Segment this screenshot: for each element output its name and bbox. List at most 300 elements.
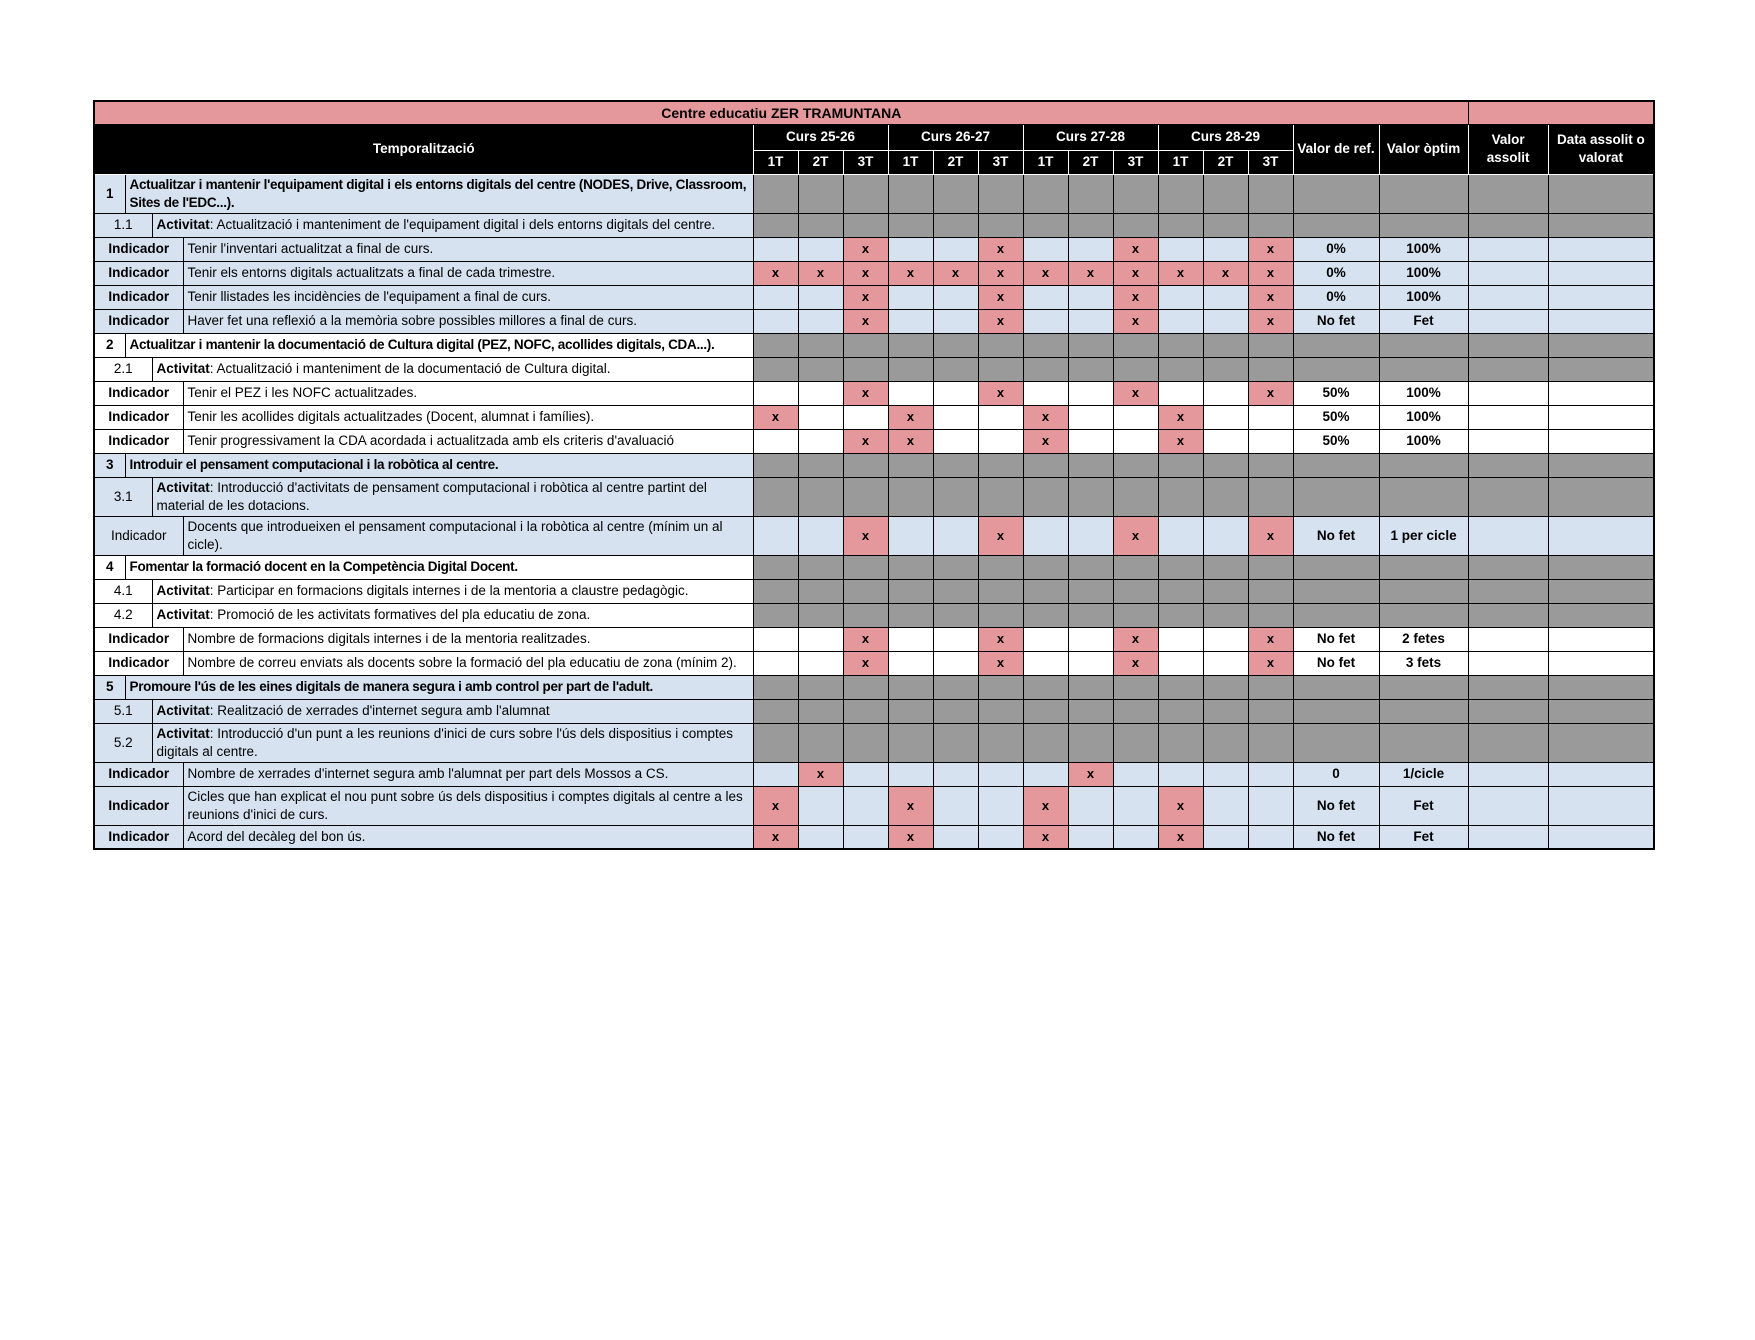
mark-cell: x	[1113, 237, 1158, 261]
trimester-header: 3T	[978, 150, 1023, 174]
mark-cell: x	[978, 285, 1023, 309]
trimester-cell	[753, 309, 798, 333]
section-title: Fomentar la formació docent en la Competència Digital Docent.	[125, 555, 753, 579]
valor-ref-cell: No fet	[1293, 786, 1379, 825]
gray-cell	[888, 333, 933, 357]
trimester-header: 3T	[1113, 150, 1158, 174]
trimester-cell	[1158, 285, 1203, 309]
trimester-cell	[1068, 285, 1113, 309]
trimester-cell	[888, 627, 933, 651]
trimester-header: 1T	[888, 150, 933, 174]
trimester-cell	[1158, 309, 1203, 333]
gray-cell	[1023, 723, 1068, 762]
trimester-cell	[888, 309, 933, 333]
gray-cell	[1203, 723, 1248, 762]
valor-optim-cell: Fet	[1379, 309, 1468, 333]
valor-assolit-cell	[1468, 381, 1548, 405]
mark-cell: x	[753, 261, 798, 285]
header-row-courses	[94, 124, 1654, 150]
gray-cell	[1023, 213, 1068, 237]
mark-cell: x	[753, 786, 798, 825]
gray-cell	[1068, 555, 1113, 579]
trimester-header: 1T	[753, 150, 798, 174]
indicator-label: Indicador	[94, 651, 183, 675]
valor-ref-cell: 50%	[1293, 429, 1379, 453]
trimester-cell	[1158, 627, 1203, 651]
mark-cell: x	[888, 825, 933, 849]
trimester-cell	[798, 309, 843, 333]
mark-cell: x	[843, 651, 888, 675]
gray-cell	[978, 453, 1023, 477]
indicator-label: Indicador	[94, 429, 183, 453]
gray-cell	[753, 723, 798, 762]
section-row	[94, 453, 1654, 477]
trimester-cell	[1113, 762, 1158, 786]
gray-cell	[1468, 723, 1548, 762]
mark-cell: x	[1023, 429, 1068, 453]
gray-cell	[888, 723, 933, 762]
gray-cell	[843, 555, 888, 579]
indicator-text: Tenir el PEZ i les NOFC actualitzades.	[183, 381, 753, 405]
trimester-cell	[1068, 786, 1113, 825]
gray-cell	[1379, 555, 1468, 579]
gray-cell	[798, 675, 843, 699]
data-assolit-cell	[1548, 627, 1654, 651]
trimester-header: 2T	[1203, 150, 1248, 174]
value-column-header: Data assolit o valorat	[1548, 124, 1654, 174]
trimester-cell	[798, 786, 843, 825]
mark-cell: x	[753, 405, 798, 429]
trimester-cell	[1158, 762, 1203, 786]
gray-cell	[1158, 477, 1203, 516]
gray-cell	[1158, 357, 1203, 381]
gray-cell	[1023, 675, 1068, 699]
gray-cell	[1379, 174, 1468, 213]
activity-number: 5.2	[94, 723, 152, 762]
gray-cell	[753, 675, 798, 699]
gray-cell	[753, 699, 798, 723]
mark-cell: x	[933, 261, 978, 285]
gray-cell	[1113, 453, 1158, 477]
gray-cell	[1023, 603, 1068, 627]
valor-ref-cell: 50%	[1293, 405, 1379, 429]
trimester-cell	[1203, 627, 1248, 651]
indicator-text: Haver fet una reflexió a la memòria sobre possibles millores a final de curs.	[183, 309, 753, 333]
mark-cell: x	[843, 381, 888, 405]
mark-cell: x	[1113, 381, 1158, 405]
gray-cell	[843, 453, 888, 477]
mark-cell: x	[1158, 261, 1203, 285]
mark-cell: x	[1113, 516, 1158, 555]
trimester-cell	[1158, 237, 1203, 261]
value-column-header: Valor òptim	[1379, 124, 1468, 174]
gray-cell	[888, 213, 933, 237]
gray-cell	[1293, 357, 1379, 381]
indicator-label: Indicador	[94, 309, 183, 333]
course-header: Curs 27-28	[1023, 124, 1158, 150]
gray-cell	[1293, 174, 1379, 213]
mark-cell: x	[1023, 786, 1068, 825]
trimester-cell	[1023, 285, 1068, 309]
mark-cell: x	[843, 237, 888, 261]
gray-cell	[1248, 333, 1293, 357]
gray-cell	[798, 213, 843, 237]
trimester-cell	[753, 627, 798, 651]
gray-cell	[978, 555, 1023, 579]
trimester-cell	[1203, 309, 1248, 333]
indicator-text: Acord del decàleg del bon ús.	[183, 825, 753, 849]
gray-cell	[1203, 357, 1248, 381]
gray-cell	[1468, 477, 1548, 516]
gray-cell	[1113, 723, 1158, 762]
gray-cell	[888, 477, 933, 516]
indicator-text: Tenir l'inventari actualitzat a final de curs.	[183, 237, 753, 261]
title-filler	[1468, 101, 1654, 124]
trimester-cell	[933, 627, 978, 651]
trimester-header: 1T	[1158, 150, 1203, 174]
trimester-cell	[933, 285, 978, 309]
gray-cell	[1293, 453, 1379, 477]
gray-cell	[753, 603, 798, 627]
trimester-cell	[1023, 762, 1068, 786]
valor-assolit-cell	[1468, 516, 1548, 555]
valor-ref-cell: 50%	[1293, 381, 1379, 405]
section-number: 2	[94, 333, 125, 357]
trimester-cell	[933, 381, 978, 405]
trimester-cell	[843, 786, 888, 825]
valor-optim-cell: 100%	[1379, 237, 1468, 261]
gray-cell	[1203, 213, 1248, 237]
gray-cell	[798, 477, 843, 516]
trimester-cell	[1068, 651, 1113, 675]
gray-cell	[1548, 213, 1654, 237]
gray-cell	[1548, 453, 1654, 477]
gray-cell	[843, 333, 888, 357]
indicator-row	[94, 285, 1654, 309]
trimester-cell	[1068, 405, 1113, 429]
indicator-row	[94, 261, 1654, 285]
activity-number: 1.1	[94, 213, 152, 237]
gray-cell	[798, 174, 843, 213]
valor-assolit-cell	[1468, 237, 1548, 261]
gray-cell	[1468, 579, 1548, 603]
section-number: 5	[94, 675, 125, 699]
trimester-cell	[1203, 516, 1248, 555]
mark-cell: x	[888, 429, 933, 453]
gray-cell	[1203, 174, 1248, 213]
activity-text: Activitat: Introducció d'un punt a les reunions d'inici de curs sobre l'ús dels dispositius i comptes digitals al centre.	[152, 723, 753, 762]
trimester-cell	[1068, 237, 1113, 261]
trimester-cell	[1113, 405, 1158, 429]
gray-cell	[1158, 333, 1203, 357]
trimester-cell	[843, 762, 888, 786]
gray-cell	[1468, 603, 1548, 627]
gray-cell	[798, 699, 843, 723]
gray-cell	[753, 477, 798, 516]
gray-cell	[978, 174, 1023, 213]
gray-cell	[888, 699, 933, 723]
mark-cell: x	[978, 651, 1023, 675]
trimester-cell	[1203, 762, 1248, 786]
data-assolit-cell	[1548, 405, 1654, 429]
gray-cell	[933, 213, 978, 237]
gray-cell	[1379, 579, 1468, 603]
gray-cell	[1068, 699, 1113, 723]
gray-cell	[798, 453, 843, 477]
data-assolit-cell	[1548, 237, 1654, 261]
valor-optim-cell: 2 fetes	[1379, 627, 1468, 651]
gray-cell	[1248, 357, 1293, 381]
trimester-cell	[1068, 309, 1113, 333]
trimester-cell	[933, 651, 978, 675]
mark-cell: x	[978, 237, 1023, 261]
valor-ref-cell: No fet	[1293, 651, 1379, 675]
gray-cell	[1068, 453, 1113, 477]
gray-cell	[798, 579, 843, 603]
gray-cell	[843, 603, 888, 627]
mark-cell: x	[753, 825, 798, 849]
trimester-cell	[753, 762, 798, 786]
gray-cell	[753, 579, 798, 603]
activity-row	[94, 699, 1654, 723]
mark-cell: x	[1158, 786, 1203, 825]
indicator-label: Indicador	[94, 285, 183, 309]
gray-cell	[1068, 477, 1113, 516]
mark-cell: x	[1023, 261, 1068, 285]
trimester-cell	[933, 762, 978, 786]
activity-number: 5.1	[94, 699, 152, 723]
title-row	[94, 101, 1654, 124]
gray-cell	[1068, 174, 1113, 213]
gray-cell	[1468, 675, 1548, 699]
gray-cell	[1068, 723, 1113, 762]
trimester-cell	[1113, 825, 1158, 849]
gray-cell	[1548, 603, 1654, 627]
gray-cell	[1158, 174, 1203, 213]
mark-cell: x	[978, 516, 1023, 555]
mark-cell: x	[1023, 825, 1068, 849]
gray-cell	[1468, 699, 1548, 723]
activity-row	[94, 603, 1654, 627]
trimester-cell	[1158, 651, 1203, 675]
valor-assolit-cell	[1468, 309, 1548, 333]
indicator-text: Tenir llistades les incidències de l'equipament a final de curs.	[183, 285, 753, 309]
mark-cell: x	[1248, 627, 1293, 651]
gray-cell	[1468, 213, 1548, 237]
mark-cell: x	[1248, 285, 1293, 309]
trimester-cell	[753, 237, 798, 261]
gray-cell	[1293, 603, 1379, 627]
mark-cell: x	[1113, 627, 1158, 651]
mark-cell: x	[1248, 651, 1293, 675]
indicator-row	[94, 786, 1654, 825]
trimester-cell	[798, 285, 843, 309]
trimester-cell	[1203, 237, 1248, 261]
data-assolit-cell	[1548, 825, 1654, 849]
trimester-cell	[978, 825, 1023, 849]
section-row	[94, 174, 1654, 213]
gray-cell	[843, 174, 888, 213]
trimester-cell	[1248, 786, 1293, 825]
trimester-cell	[798, 405, 843, 429]
gray-cell	[978, 357, 1023, 381]
gray-cell	[1468, 555, 1548, 579]
gray-cell	[933, 579, 978, 603]
gray-cell	[933, 603, 978, 627]
trimester-cell	[1158, 516, 1203, 555]
course-header: Curs 28-29	[1158, 124, 1293, 150]
gray-cell	[1023, 333, 1068, 357]
mark-cell: x	[1068, 762, 1113, 786]
indicator-text: Tenir progressivament la CDA acordada i actualitzada amb els criteris d'avaluació	[183, 429, 753, 453]
indicator-row	[94, 762, 1654, 786]
trimester-cell	[1203, 786, 1248, 825]
trimester-cell	[1158, 381, 1203, 405]
gray-cell	[933, 174, 978, 213]
trimester-cell	[1248, 825, 1293, 849]
gray-cell	[1158, 579, 1203, 603]
mark-cell: x	[1248, 381, 1293, 405]
trimester-cell	[753, 651, 798, 675]
trimester-cell	[798, 825, 843, 849]
gray-cell	[843, 699, 888, 723]
gray-cell	[1248, 555, 1293, 579]
trimester-cell	[978, 762, 1023, 786]
valor-ref-cell: 0%	[1293, 237, 1379, 261]
gray-cell	[888, 453, 933, 477]
trimester-cell	[1203, 429, 1248, 453]
mark-cell: x	[1248, 516, 1293, 555]
valor-optim-cell: 100%	[1379, 381, 1468, 405]
indicator-label: Indicador	[94, 516, 183, 555]
data-assolit-cell	[1548, 651, 1654, 675]
trimester-cell	[978, 405, 1023, 429]
section-title: Introduir el pensament computacional i la robòtica al centre.	[125, 453, 753, 477]
trimester-cell	[933, 237, 978, 261]
indicator-text: Tenir els entorns digitals actualitzats a final de cada trimestre.	[183, 261, 753, 285]
gray-cell	[1548, 723, 1654, 762]
trimester-cell	[933, 786, 978, 825]
trimester-cell	[753, 381, 798, 405]
trimester-cell	[933, 309, 978, 333]
gray-cell	[1113, 477, 1158, 516]
mark-cell: x	[1023, 405, 1068, 429]
gray-cell	[798, 357, 843, 381]
section-number: 1	[94, 174, 125, 213]
trimester-cell	[1203, 381, 1248, 405]
indicator-label: Indicador	[94, 237, 183, 261]
mark-cell: x	[1068, 261, 1113, 285]
trimester-cell	[1203, 651, 1248, 675]
valor-assolit-cell	[1468, 825, 1548, 849]
indicator-text: Tenir les acollides digitals actualitzades (Docent, alumnat i famílies).	[183, 405, 753, 429]
indicator-row	[94, 429, 1654, 453]
valor-optim-cell: Fet	[1379, 825, 1468, 849]
gray-cell	[1113, 603, 1158, 627]
gray-cell	[1068, 675, 1113, 699]
valor-ref-cell: 0%	[1293, 261, 1379, 285]
data-assolit-cell	[1548, 381, 1654, 405]
trimester-cell	[1248, 762, 1293, 786]
gray-cell	[1113, 555, 1158, 579]
gray-cell	[798, 723, 843, 762]
mark-cell: x	[888, 405, 933, 429]
gray-cell	[1293, 477, 1379, 516]
gray-cell	[1248, 603, 1293, 627]
gray-cell	[1379, 699, 1468, 723]
gray-cell	[753, 453, 798, 477]
value-column-header: Valor de ref.	[1293, 124, 1379, 174]
gray-cell	[1379, 675, 1468, 699]
gray-cell	[1379, 477, 1468, 516]
valor-assolit-cell	[1468, 405, 1548, 429]
gray-cell	[1158, 675, 1203, 699]
gray-cell	[1203, 699, 1248, 723]
gray-cell	[1248, 477, 1293, 516]
activity-number: 4.1	[94, 579, 152, 603]
gray-cell	[1248, 675, 1293, 699]
trimester-header: 2T	[798, 150, 843, 174]
gray-cell	[933, 357, 978, 381]
trimester-cell	[933, 405, 978, 429]
data-assolit-cell	[1548, 762, 1654, 786]
valor-ref-cell: 0%	[1293, 285, 1379, 309]
trimester-cell	[1203, 405, 1248, 429]
gray-cell	[1113, 357, 1158, 381]
activity-text: Activitat: Promoció de les activitats formatives del pla educatiu de zona.	[152, 603, 753, 627]
section-number: 4	[94, 555, 125, 579]
gray-cell	[1068, 333, 1113, 357]
gray-cell	[753, 213, 798, 237]
trimester-cell	[1203, 825, 1248, 849]
trimester-header: 3T	[1248, 150, 1293, 174]
indicator-text: Nombre de formacions digitals internes i de la mentoria realitzades.	[183, 627, 753, 651]
trimester-cell	[1023, 381, 1068, 405]
gray-cell	[798, 555, 843, 579]
gray-cell	[978, 675, 1023, 699]
gray-cell	[1203, 603, 1248, 627]
activity-row	[94, 579, 1654, 603]
gray-cell	[1379, 333, 1468, 357]
mark-cell: x	[1248, 237, 1293, 261]
valor-assolit-cell	[1468, 429, 1548, 453]
indicator-label: Indicador	[94, 261, 183, 285]
trimester-cell	[798, 516, 843, 555]
section-title: Actualitzar i mantenir l'equipament digital i els entorns digitals del centre (NODES, Drive, Classroom, Sites de l'EDC...).	[125, 174, 753, 213]
activity-number: 3.1	[94, 477, 152, 516]
trimester-cell	[1068, 429, 1113, 453]
gray-cell	[978, 213, 1023, 237]
gray-cell	[1548, 699, 1654, 723]
gray-cell	[888, 555, 933, 579]
gray-cell	[1203, 453, 1248, 477]
gray-cell	[1158, 213, 1203, 237]
trimester-cell	[798, 651, 843, 675]
trimester-header: 2T	[1068, 150, 1113, 174]
gray-cell	[888, 174, 933, 213]
gray-cell	[1548, 333, 1654, 357]
trimester-cell	[1023, 237, 1068, 261]
indicator-row	[94, 405, 1654, 429]
valor-optim-cell: 100%	[1379, 405, 1468, 429]
gray-cell	[1293, 213, 1379, 237]
gray-cell	[978, 699, 1023, 723]
activity-text: Activitat: Actualització i manteniment de la documentació de Cultura digital.	[152, 357, 753, 381]
valor-optim-cell: 1 per cicle	[1379, 516, 1468, 555]
gray-cell	[1023, 357, 1068, 381]
gray-cell	[798, 333, 843, 357]
gray-cell	[1068, 357, 1113, 381]
